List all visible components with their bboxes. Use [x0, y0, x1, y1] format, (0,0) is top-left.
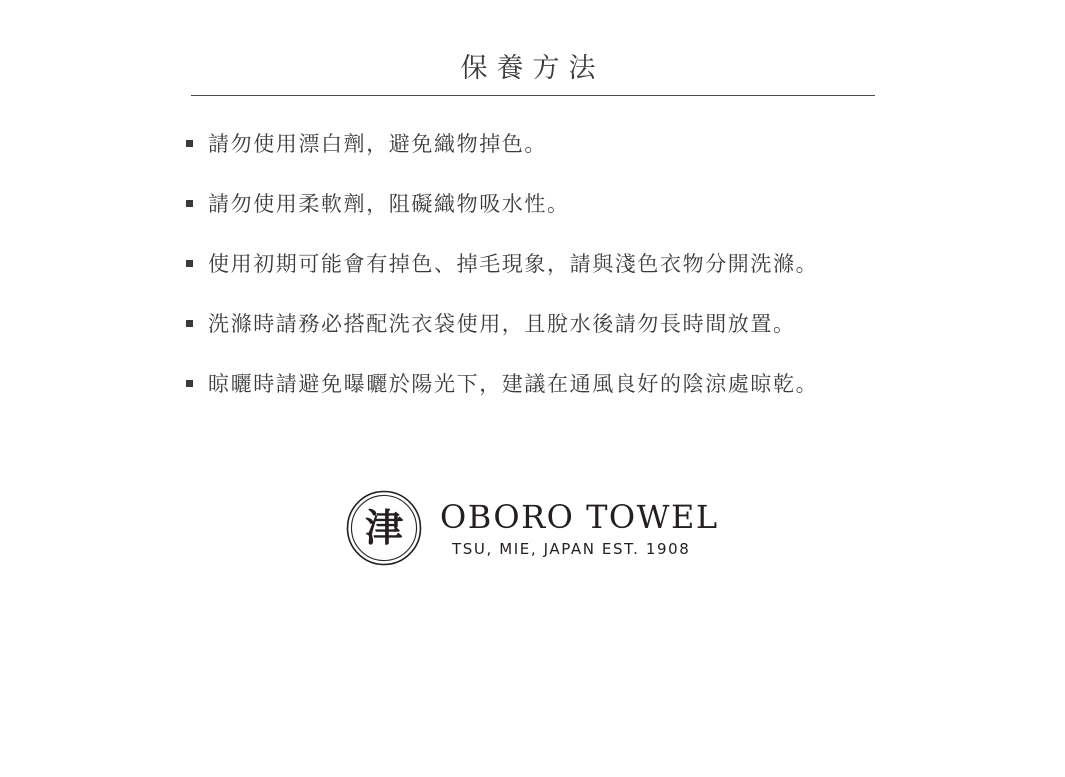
page-title: 保養方法 — [460, 53, 605, 84]
list-item — [186, 113, 818, 173]
brand-logo — [346, 490, 726, 568]
care-item-text: 請勿使用漂白劑，避免織物掉色。 — [208, 132, 547, 156]
care-item-text: 請勿使用柔軟劑，阻礙織物吸水性。 — [208, 192, 570, 216]
brand-name: OBORO TOWEL — [440, 498, 719, 536]
care-item-text: 洗滌時請務必搭配洗衣袋使用，且脫水後請勿長時間放置。 — [208, 312, 796, 336]
square-bullet-icon — [186, 140, 193, 147]
square-bullet-icon — [186, 200, 193, 207]
care-item-text: 晾曬時請避免曝曬於陽光下，建議在通風良好的陰涼處晾乾。 — [208, 372, 819, 396]
title-divider — [191, 95, 875, 96]
list-item — [186, 233, 818, 293]
care-instructions-list — [186, 113, 818, 413]
care-item-text: 使用初期可能會有掉色、掉毛現象，請與淺色衣物分開洗滌。 — [208, 252, 819, 276]
seal-character: 津 — [364, 505, 404, 550]
square-bullet-icon — [186, 380, 193, 387]
list-item — [186, 173, 818, 233]
square-bullet-icon — [186, 260, 193, 267]
list-item — [186, 293, 818, 353]
list-item — [186, 353, 818, 413]
seal-icon — [346, 490, 422, 566]
brand-subtitle: TSU, MIE, JAPAN EST. 1908 — [452, 540, 691, 558]
square-bullet-icon — [186, 320, 193, 327]
